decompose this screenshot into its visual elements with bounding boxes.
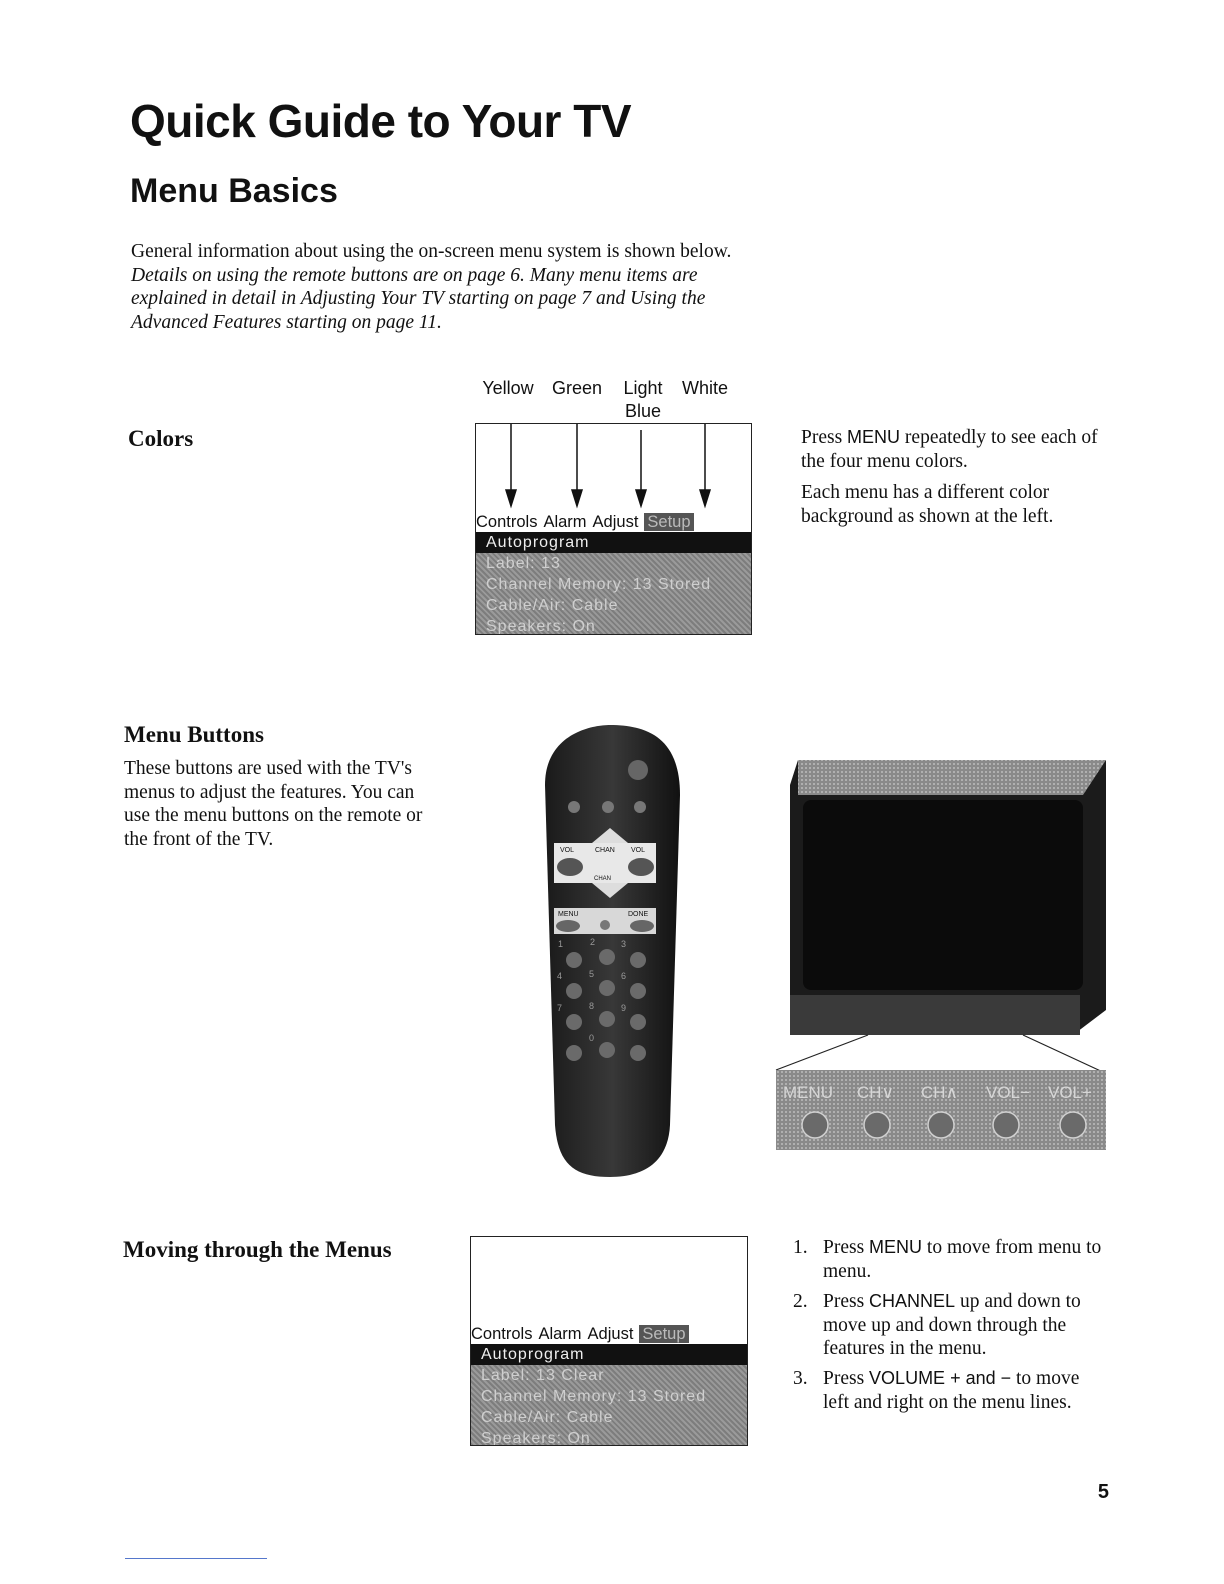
vol-minus-label: VOL xyxy=(560,847,575,854)
menu-item[interactable]: Cable/Air: Cable xyxy=(486,597,619,614)
step-number: 3. xyxy=(793,1368,808,1389)
page-title: Quick Guide to Your TV xyxy=(130,95,632,147)
intro-paragraph xyxy=(131,240,771,334)
menu-tab-adjust[interactable]: Adjust xyxy=(592,513,639,531)
menu-tab-setup[interactable]: Setup xyxy=(644,513,693,531)
vol-plus-button xyxy=(628,858,654,876)
arrow-head-white xyxy=(700,490,710,506)
step-text: Press xyxy=(823,1291,870,1312)
menu-item-list xyxy=(476,553,751,634)
menu-item-list xyxy=(471,1365,747,1445)
step-text: Press xyxy=(823,1368,870,1389)
step-text: up and down to move up and down through the features in the menu. xyxy=(823,1291,1081,1359)
tv-front xyxy=(773,755,1113,1155)
svg-text:CH∧: CH∧ xyxy=(921,1083,958,1102)
tv-bezel-bottom xyxy=(790,995,1080,1035)
svg-text:8: 8 xyxy=(589,1001,595,1011)
svg-text:3: 3 xyxy=(621,939,627,949)
colors-note-2: Each menu has a different color background as shown at the left. xyxy=(801,482,1054,527)
remote-control xyxy=(530,725,690,1180)
tv-screen xyxy=(803,800,1083,990)
moving-menus-heading: Moving through the Menus xyxy=(123,1237,392,1262)
menu-buttons-heading: Menu Buttons xyxy=(124,722,264,747)
color-label-yellow: Yellow xyxy=(482,378,534,398)
svg-text:VOL+: VOL+ xyxy=(1048,1083,1092,1102)
menu-item[interactable]: Channel Memory: 13 Stored xyxy=(486,576,712,593)
menu-key-ref: MENU xyxy=(847,427,901,447)
menu-tab-bar xyxy=(476,513,751,532)
menu-item[interactable]: Speakers: On xyxy=(481,1430,591,1446)
callout-line-right xyxy=(1023,1035,1105,1073)
svg-text:4: 4 xyxy=(557,971,563,981)
page-number: 5 xyxy=(1097,1481,1109,1503)
menu-buttons-body: These buttons are used with the TV's menus to adjust the features. You can use the menu buttons on the remote or the front of the TV. xyxy=(124,758,423,850)
svg-text:MENU: MENU xyxy=(783,1083,834,1102)
svg-text:1: 1 xyxy=(558,939,564,949)
menu-tab-alarm[interactable]: Alarm xyxy=(538,1325,582,1343)
vol-minus-button xyxy=(557,858,583,876)
svg-text:0: 0 xyxy=(589,1033,595,1043)
menu-screen-moving xyxy=(470,1236,748,1446)
done-label: DONE xyxy=(628,911,649,918)
menu-screen-colors xyxy=(475,423,752,635)
step-text: to move left and right on the menu lines. xyxy=(823,1368,1080,1413)
step-text: to move from menu to menu. xyxy=(823,1237,1102,1282)
chan-down-label: CHAN xyxy=(594,876,612,882)
note-text: repeatedly to see each of the four menu colors. xyxy=(801,427,1098,472)
step-text: Press xyxy=(823,1237,870,1258)
menu-item[interactable]: Label: 13 Clear xyxy=(481,1367,605,1384)
svg-text:CH∨: CH∨ xyxy=(857,1083,894,1102)
chan-label: CHAN xyxy=(595,847,615,854)
menu-tab-setup[interactable]: Setup xyxy=(639,1325,688,1343)
color-label-light-blue: Light Blue xyxy=(623,378,663,421)
menu-selected-item[interactable]: Autoprogram xyxy=(471,1344,747,1365)
menu-tab-adjust[interactable]: Adjust xyxy=(587,1325,634,1343)
step-number: 1. xyxy=(793,1237,808,1258)
step-key: MENU xyxy=(869,1237,923,1257)
center-button xyxy=(600,920,610,930)
svg-text:9: 9 xyxy=(621,1003,627,1013)
remote-body xyxy=(545,725,680,1177)
svg-text:7: 7 xyxy=(557,1003,563,1013)
step-key: CHANNEL xyxy=(869,1291,956,1311)
svg-text:VOL−: VOL− xyxy=(986,1083,1030,1102)
arrow-head-light-blue xyxy=(636,490,646,506)
menu-item[interactable]: Label: 13 xyxy=(486,555,561,572)
color-label-green: Green xyxy=(551,378,603,398)
power-button xyxy=(628,760,648,780)
arrow-head-yellow xyxy=(506,490,516,506)
colors-heading: Colors xyxy=(128,426,194,451)
svg-text:6: 6 xyxy=(621,971,627,981)
menu-tab-alarm[interactable]: Alarm xyxy=(543,513,587,531)
color-arrows xyxy=(476,424,751,519)
menu-selected-item[interactable]: Autoprogram xyxy=(476,532,751,553)
arrow-head-green xyxy=(572,490,582,506)
menu-button xyxy=(556,920,580,932)
svg-text:2: 2 xyxy=(590,937,596,947)
intro-plain: General information about using the on-screen menu system is shown below. xyxy=(131,241,732,262)
step-number: 2. xyxy=(793,1291,808,1312)
step-key: VOLUME + and − xyxy=(869,1368,1012,1388)
menu-tab-controls[interactable]: Controls xyxy=(471,1325,533,1343)
menu-tab-controls[interactable]: Controls xyxy=(476,513,538,531)
menu-item[interactable]: Channel Memory: 13 Stored xyxy=(481,1388,707,1405)
footer-rule xyxy=(125,1558,267,1559)
vol-plus-label: VOL xyxy=(631,847,646,854)
color-label-white: White xyxy=(681,378,728,398)
colors-note-1 xyxy=(801,426,1101,473)
menu-tab-bar xyxy=(471,1325,747,1344)
svg-text:5: 5 xyxy=(589,969,595,979)
menu-label: MENU xyxy=(558,911,579,918)
intro-italic: Details on using the remote buttons are on page 6. Many menu items are explained in detail in Adjusting Your TV starting on page 7 and Using the Advanced Features starting on page 11. xyxy=(131,264,706,333)
menu-item[interactable]: Cable/Air: Cable xyxy=(481,1409,614,1426)
note-text: Press xyxy=(801,427,848,448)
callout-line-left xyxy=(776,1035,868,1070)
section-title: Menu Basics xyxy=(130,172,338,210)
tv-top-grille xyxy=(798,760,1106,795)
done-button xyxy=(630,920,654,932)
menu-item[interactable]: Speakers: On xyxy=(486,618,596,635)
